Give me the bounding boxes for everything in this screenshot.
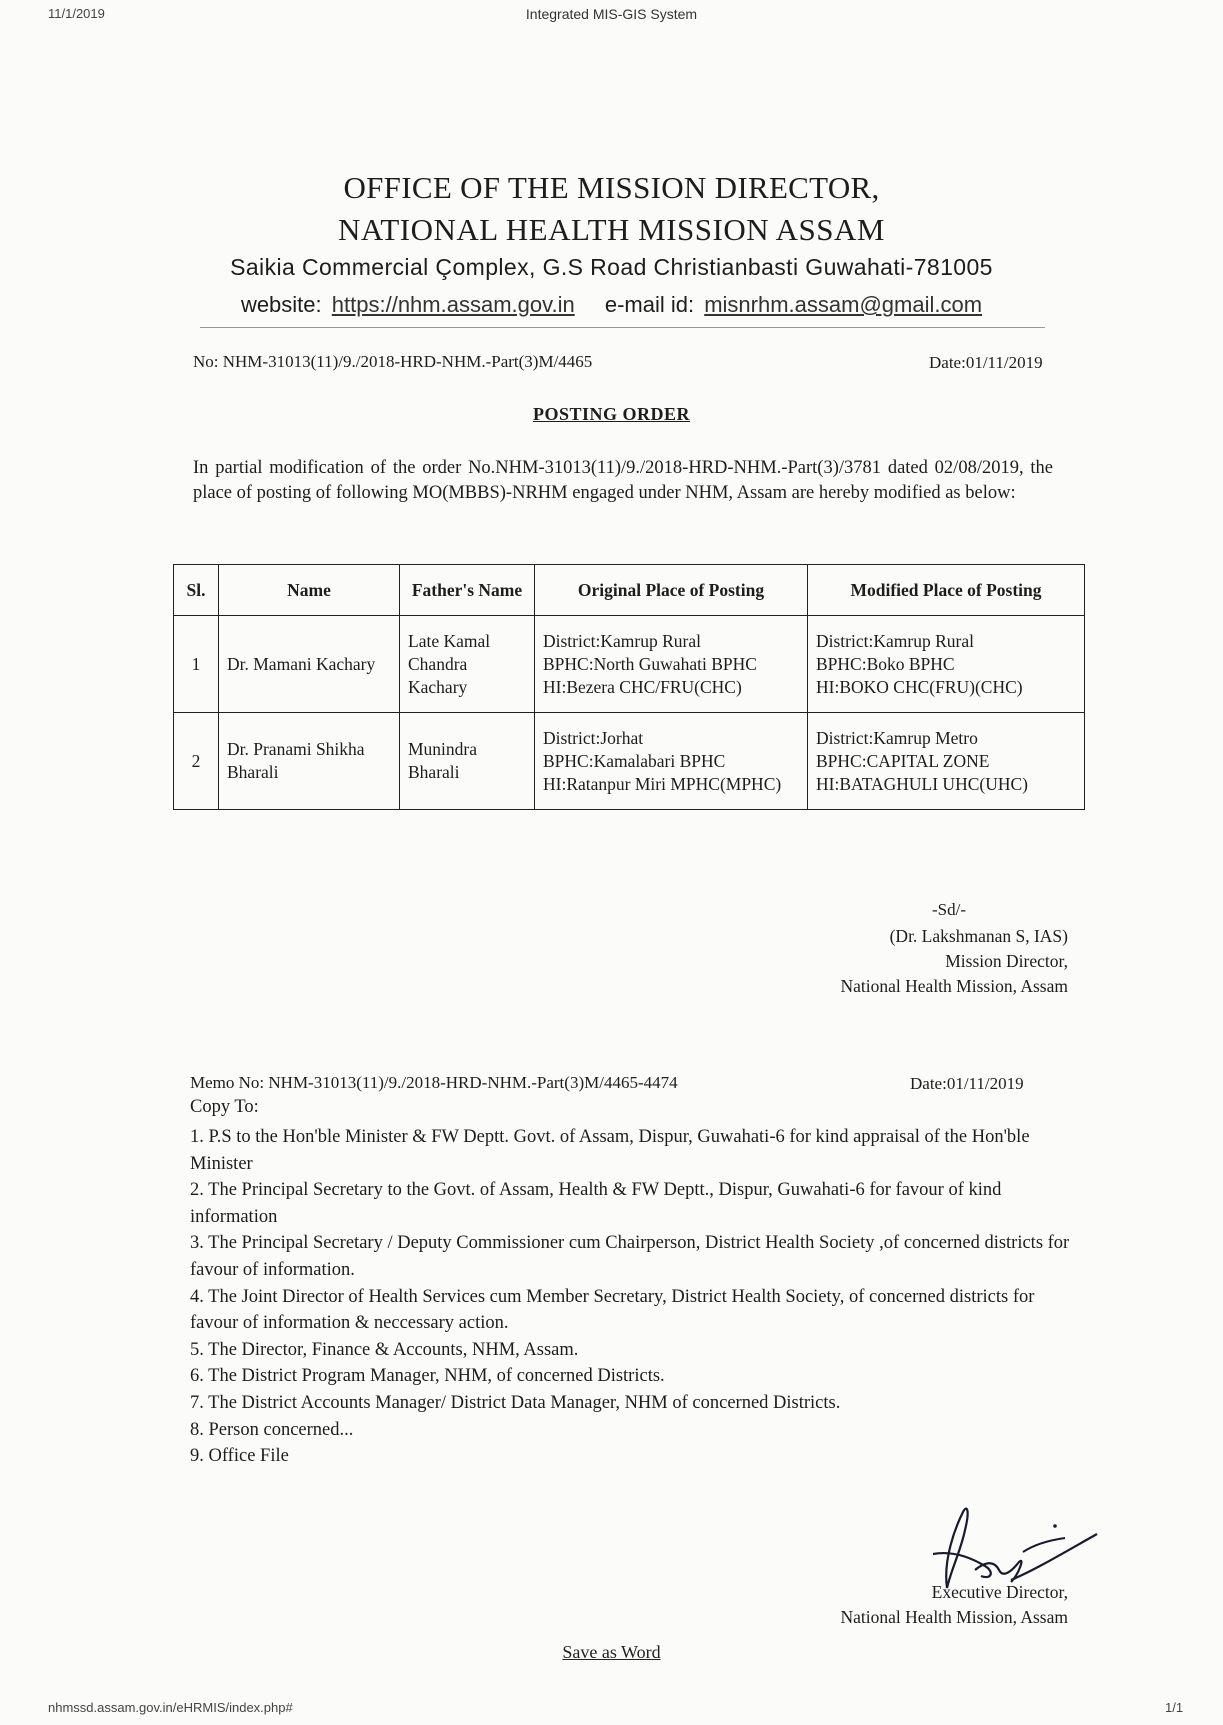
signatory-organisation: National Health Mission, Assam xyxy=(840,1607,1068,1627)
serial-cell: 2 xyxy=(174,713,219,810)
intro-paragraph: In partial modification of the order No.NHM-31013(11)/9./2018-HRD-NHM.-Part(3)/3781 dated 02/08/2019, the place of posting of following MO(MBBS)-NRHM engaged under NHM, Assam are hereby modified as below: xyxy=(193,458,1053,503)
original-hi: HI:Ratanpur Miri MPHC(MPHC) xyxy=(543,773,782,794)
list-item: 8. Person concerned... xyxy=(190,1419,354,1440)
original-district: District:Kamrup Rural xyxy=(543,630,701,651)
letterhead-address: Saikia Commercial Çomplex, G.S Road Christianbasti Guwahati-781005 xyxy=(230,254,993,280)
original-bphc: BPHC:North Guwahati BPHC xyxy=(543,653,757,674)
signatory-name: (Dr. Lakshmanan S, IAS) xyxy=(889,926,1068,946)
list-item: 2. The Principal Secretary to the Govt. of Assam, Health & FW Deptt., Dispur, Guwahati-6 for favour of kind information xyxy=(190,1180,1002,1227)
modified-hi: HI:BOKO CHC(FRU)(CHC) xyxy=(816,676,1023,697)
table-header-row xyxy=(174,565,1085,616)
modified-bphc: BPHC:Boko BPHC xyxy=(816,653,955,674)
print-date: 11/1/2019 xyxy=(48,6,105,21)
order-date: Date:01/11/2019 xyxy=(929,353,1043,372)
table-row xyxy=(174,616,1085,713)
modified-hi: HI:BATAGHULI UHC(UHC) xyxy=(816,773,1028,794)
email-label: e-mail id: xyxy=(604,292,695,317)
column-header: Sl. xyxy=(174,565,219,616)
print-footer-page-number: 1/1 xyxy=(1165,1700,1184,1715)
list-item: 9. Office File xyxy=(190,1446,289,1467)
website-link[interactable]: https://nhm.assam.gov.in xyxy=(331,292,575,317)
list-item: 6. The District Program Manager, NHM, of concerned Districts. xyxy=(190,1366,665,1387)
signatory-designation: Executive Director, xyxy=(931,1582,1068,1602)
email-link[interactable]: misnrhm.assam@gmail.com xyxy=(704,292,983,317)
column-header: Father's Name xyxy=(400,565,535,616)
memo-date: Date:01/11/2019 xyxy=(910,1074,1024,1093)
letterhead-contact xyxy=(0,292,1223,318)
original-posting-cell xyxy=(535,713,808,810)
modified-bphc: BPHC:CAPITAL ZONE xyxy=(816,750,990,771)
letterhead-organisation-line: NATIONAL HEALTH MISSION ASSAM xyxy=(338,212,885,247)
name-cell: Dr. Mamani Kachary xyxy=(219,616,400,713)
list-item: 1. P.S to the Hon'ble Minister & FW Deptt. Govt. of Assam, Dispur, Guwahati-6 for kind appraisal of the Hon'ble Minister xyxy=(190,1127,1030,1174)
modified-district: District:Kamrup Rural xyxy=(816,630,974,651)
print-footer-url: nhmssd.assam.gov.in/eHRMIS/index.php# xyxy=(48,1700,293,1715)
signatory-organisation: National Health Mission, Assam xyxy=(840,976,1068,996)
posting-table xyxy=(173,564,1085,810)
list-item: 3. The Principal Secretary / Deputy Commissioner cum Chairperson, District Health Society ,of concerned districts for favour of information. xyxy=(190,1233,1070,1280)
father-name-cell: Munindra Bharali xyxy=(400,713,535,810)
father-name-cell: Late Kamal Chandra Kachary xyxy=(400,616,535,713)
list-item: 7. The District Accounts Manager/ District Data Manager, NHM of concerned Districts. xyxy=(190,1392,841,1413)
letterhead-office-line: OFFICE OF THE MISSION DIRECTOR, xyxy=(343,170,880,205)
modified-district: District:Kamrup Metro xyxy=(816,727,978,748)
name-cell: Dr. Pranami Shikha Bharali xyxy=(219,713,400,810)
column-header: Name xyxy=(219,565,400,616)
executive-director-signature-block xyxy=(841,1580,1068,1630)
signatory-designation: Mission Director, xyxy=(945,951,1068,971)
letterhead-divider xyxy=(200,327,1045,328)
list-item: 5. The Director, Finance & Accounts, NHM, Assam. xyxy=(190,1339,579,1360)
original-district: District:Jorhat xyxy=(543,727,644,748)
list-item: 4. The Joint Director of Health Services cum Member Secretary, District Health Society, of concerned districts for favour of information & neccessary action. xyxy=(190,1286,1035,1334)
save-as-word-link[interactable]: Save as Word xyxy=(562,1642,661,1662)
column-header: Modified Place of Posting xyxy=(808,565,1085,616)
print-header-title: Integrated MIS-GIS System xyxy=(525,6,698,22)
original-hi: HI:Bezera CHC/FRU(CHC) xyxy=(543,676,742,697)
document-title: POSTING ORDER xyxy=(532,404,691,424)
serial-cell: 1 xyxy=(174,616,219,713)
copy-to-label: Copy To: xyxy=(190,1097,259,1117)
signed-marker: -Sd/- xyxy=(932,900,966,919)
modified-posting-cell xyxy=(808,616,1085,713)
website-label: website: xyxy=(240,292,322,317)
memo-number: Memo No: NHM-31013(11)/9./2018-HRD-NHM.-Part(3)M/4465-4474 xyxy=(190,1073,678,1092)
original-bphc: BPHC:Kamalabari BPHC xyxy=(543,750,726,771)
table-row xyxy=(174,713,1085,810)
copy-to-list xyxy=(190,1124,1070,1470)
modified-posting-cell xyxy=(808,713,1085,810)
column-header: Original Place of Posting xyxy=(535,565,808,616)
original-posting-cell xyxy=(535,616,808,713)
mission-director-signature-block xyxy=(841,924,1068,999)
order-number: No: NHM-31013(11)/9./2018-HRD-NHM.-Part(3)M/4465 xyxy=(193,352,593,371)
